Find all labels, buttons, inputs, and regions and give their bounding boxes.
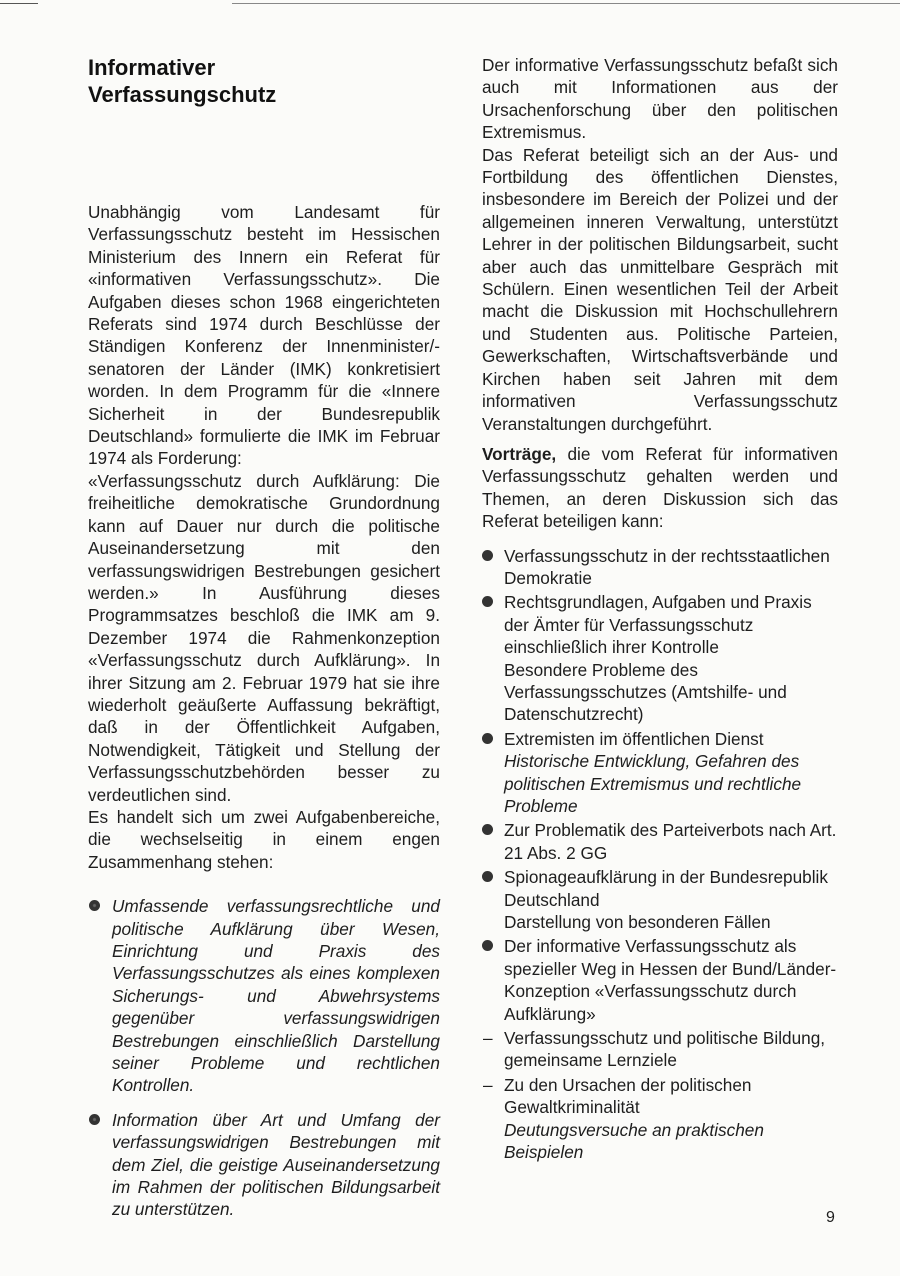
bullet-icon (482, 940, 493, 951)
tasks-paragraph: Es handelt sich um zwei Aufgabenbereiche, die wechselseitig in einem engen Zusammenhang stehen: (88, 806, 440, 872)
topic-text: Rechtsgrundlagen, Aufgaben und Praxis der Ämter für Verfassungsschutz einschließlich ihrer Kontrolle (504, 592, 812, 658)
topic-subtext: Historische Entwicklung, Gefahren des politischen Extremismus und rechtliche Probleme (504, 751, 802, 816)
page-number: 9 (826, 1209, 835, 1226)
title-line-1: Informativer (88, 55, 216, 80)
list-item (88, 895, 440, 1097)
lectures-heading: Vorträge, (482, 443, 557, 464)
dash-icon: – (483, 1028, 493, 1049)
bullet-icon (89, 1114, 100, 1125)
research-paragraph: Der informative Verfassungsschutz befaßt sich auch mit Informationen aus der Ursachenforschung über den politischen Extremismus. (482, 55, 838, 143)
list-item (88, 1109, 440, 1221)
bullet-icon (89, 900, 100, 911)
list-item (482, 935, 838, 1025)
lectures-intro: die vom Referat für informativen Verfassungsschutz gehalten werden und Themen, an deren Diskussion sich das Referat beteiligen kann: (482, 443, 838, 532)
topic-subtext: Deutungsversuche an praktischen Beispielen (504, 1119, 764, 1163)
topic-text: Verfassungsschutz in der rechtsstaatlichen Demokratie (504, 545, 830, 588)
list-item (482, 1027, 838, 1072)
task-item-text: Information über Art und Umfang der verfassungswidrigen Bestrebungen mit dem Ziel, die geistige Auseinandersetzung im Rahmen der politischen Bildungsarbeit zu unterstützen. (112, 1109, 440, 1220)
task-item-text: Umfassende verfassungsrechtliche und politische Aufklärung über Wesen, Einrichtung und Praxis des Verfassungsschutzes als eines komplexen Sicherungs- und Abwehrsystems gegenüber verfassungswidrigen Bestrebungen einschließlich Darstellung seiner Probleme und rechtlichen Kontrollen. (112, 896, 440, 1096)
topic-subtext: Darstellung von besonderen Fällen (504, 912, 771, 933)
title-line-2: Verfassungschutz (88, 82, 277, 107)
left-column (88, 54, 440, 1233)
bullet-icon (482, 871, 493, 882)
list-item (482, 866, 838, 933)
topic-text: Der informative Verfassungsschutz als spezieller Weg in Hessen der Bund/Länder-Konzeption «Verfassungsschutz durch Aufklärung» (504, 936, 837, 1024)
dash-icon: – (483, 1074, 493, 1095)
list-item (482, 545, 838, 590)
top-rule-left (0, 3, 38, 4)
list-item (482, 819, 838, 864)
topic-text: Zu den Ursachen der politischen Gewaltkriminalität (504, 1074, 752, 1118)
topic-text: Zur Problematik des Parteiverbots nach Art. 21 Abs. 2 GG (504, 820, 837, 863)
topic-text: Extremisten im öffentlichen Dienst (504, 728, 764, 749)
quote-paragraph: «Verfassungsschutz durch Aufklärung: Die freiheitliche demokratische Grundordnung kann auf Dauer nur durch die politische Auseinandersetzung mit den verfassungswidrigen Bestrebungen gesichert werden.» In Ausführung dieses Programmsatzes beschloß die IMK am 9. Dezember 1974 die Rahmenkonzeption «Verfassungsschutz durch Aufklärung». In ihrer Sitzung am 2. Februar 1979 hat sie ihre wiederholt geäußerte Auffassung bekräftigt, daß in der Öffentlichkeit Aufgaben, Notwendigkeit, Tätigkeit und Stellung der Verfassungsschutzbehörden besser zu verdeutlichen sind. (88, 470, 440, 805)
task-list (88, 895, 440, 1221)
bullet-icon (482, 824, 493, 835)
bullet-icon (482, 733, 493, 744)
list-item (482, 591, 838, 725)
right-column (482, 54, 838, 1166)
topic-subtext: Besondere Probleme des Verfassungsschutzes (Amtshilfe- und Datenschutzrecht) (504, 659, 787, 725)
lectures-paragraph (482, 443, 838, 533)
top-rule-right (232, 3, 900, 4)
page-title (88, 54, 440, 108)
topic-text: Verfassungsschutz und politische Bildung, gemeinsame Lernziele (504, 1028, 826, 1071)
intro-paragraph: Unabhängig vom Landesamt für Verfassungsschutz besteht im Hessischen Ministerium des Innern ein Referat für «informativen Verfassungsschutz». Die Aufgaben dieses schon 1968 eingerichteten Referats sind 1974 durch Beschlüsse der Ständigen Konferenz der Innenminister/-senatoren der Länder (IMK) konkretisiert worden. In dem Programm für die «Innere Sicherheit in der Bundesrepublik Deutschland» formulierte die IMK im Februar 1974 als Forderung: (88, 202, 440, 469)
topic-list (482, 545, 838, 1164)
list-item (482, 728, 838, 818)
list-item (482, 1074, 838, 1164)
training-paragraph: Das Referat beteiligt sich an der Aus- und Fortbildung des öffentlichen Dienstes, insbesondere im Bereich der Polizei und der allgemeinen inneren Verwaltung, unterstützt Lehrer in der politischen Bildungsarbeit, sucht aber auch das unmittelbare Gespräch mit Schülern. Einen wesentlichen Teil der Arbeit macht die Diskussion mit Hochschullehrern und Studenten aus. Politische Parteien, Gewerkschaften, Wirtschaftsverbände und Kirchen haben seit Jahren mit dem informativen Verfassungsschutz Veranstaltungen durchgeführt. (482, 144, 838, 434)
bullet-icon (482, 596, 493, 607)
bullet-icon (482, 550, 493, 561)
topic-text: Spionageaufklärung in der Bundesrepublik Deutschland (504, 867, 828, 910)
